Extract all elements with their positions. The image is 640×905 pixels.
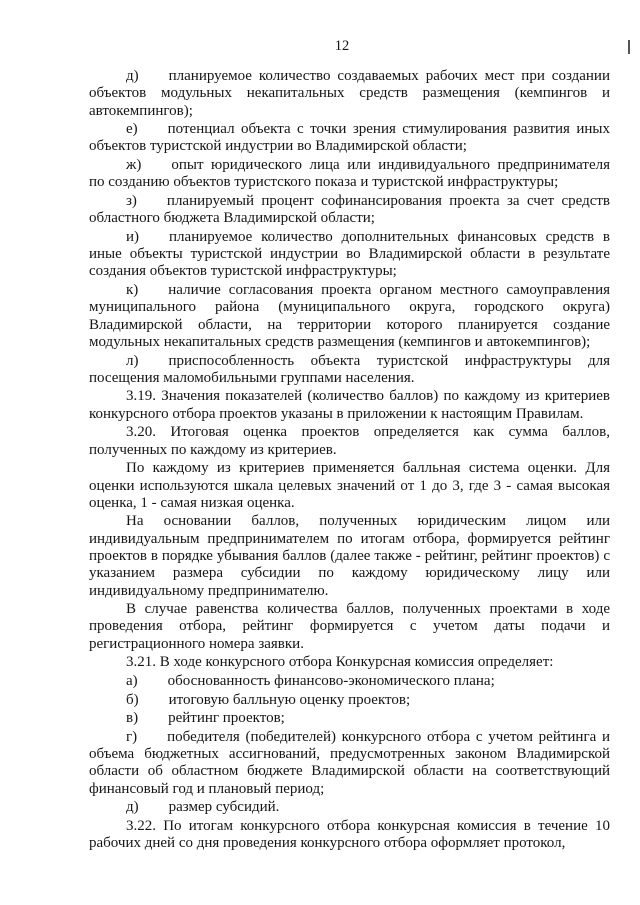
paragraph: и) планируемое количество дополнительных финансовых средств в иные объекты туристской индустрии во Владимирской области в результате создания объектов туристской инфраструктуры; xyxy=(89,228,610,280)
paragraph: В случае равенства количества баллов, полученных проектами в ходе проведения отбора, рейтинг формируется с учетом даты подачи и регистрационного номера заявки. xyxy=(89,601,610,652)
paragraph: ж) опыт юридического лица или индивидуального предпринимателя по созданию объектов туристского показа и туристской инфраструктуры; xyxy=(89,157,610,191)
paragraph: д) размер субсидий. xyxy=(126,799,280,816)
paragraph: На основании баллов, полученных юридическим лицом или индивидуальным предпринимателем по итогам отбора, формируется рейтинг проектов в порядке убывания баллов (далее также - рейтинг, рейтинг проектов) с указанием размера субсидии по каждому юридическому лицу или индивидуальному предпринимателю. xyxy=(89,513,610,599)
paragraph: а) обоснованность финансово-экономического плана; xyxy=(126,672,495,689)
paragraph: 3.22. По итогам конкурсного отбора конкурсная комиссия в течение 10 рабочих дней со дня проведения конкурсного отбора оформляет протокол, xyxy=(89,817,610,852)
paragraph: в) рейтинг проектов; xyxy=(126,710,285,727)
paragraph: По каждому из критериев применяется балльная система оценки. Для оценки используются шкала целевых значений от 1 до 3, где 3 - самая высокая оценка, 1 - самая низкая оценка. xyxy=(89,460,610,511)
paragraph: г) победителя (победителей) конкурсного отбора с учетом рейтинга и объема бюджетных ассигнований, предусмотренных законом Владимирской области об областном бюджете Владимирской области на соответствующий финансовый год и плановый период; xyxy=(89,728,610,797)
page-number: 12 xyxy=(334,38,350,54)
paragraph: б) итоговую балльную оценку проектов; xyxy=(126,691,411,708)
paragraph: 3.19. Значения показателей (количество баллов) по каждому из критериев конкурсного отбора проектов указаны в приложении к настоящим Правилам. xyxy=(89,388,610,422)
scan-edge-mark xyxy=(628,40,630,54)
paragraph: 3.20. Итоговая оценка проектов определяется как сумма баллов, полученных по каждому из критериев. xyxy=(89,424,610,458)
paragraph: л) приспособленность объекта туристской инфраструктуры для посещения маломобильными группами населения. xyxy=(89,352,610,386)
document-body xyxy=(89,68,610,854)
paragraph: з) планируемый процент софинансирования проекта за счет средств областного бюджета Владимирской области; xyxy=(89,192,610,227)
paragraph: 3.21. В ходе конкурсного отбора Конкурсная комиссия определяет: xyxy=(126,654,554,671)
paragraph: к) наличие согласования проекта органом местного самоуправления муниципального района (муниципального округа, городского округа) Владимирской области, на территории которого планируется создание модульных некапитальных средств размещения (кемпингов и автокемпингов); xyxy=(89,282,610,350)
paragraph: е) потенциал объекта с точки зрения стимулирования развития иных объектов туристской индустрии во Владимирской области; xyxy=(89,121,610,155)
paragraph: д) планируемое количество создаваемых рабочих мест при создании объектов модульных некапитальных средств размещения (кемпингов и автокемпингов); xyxy=(89,68,610,119)
